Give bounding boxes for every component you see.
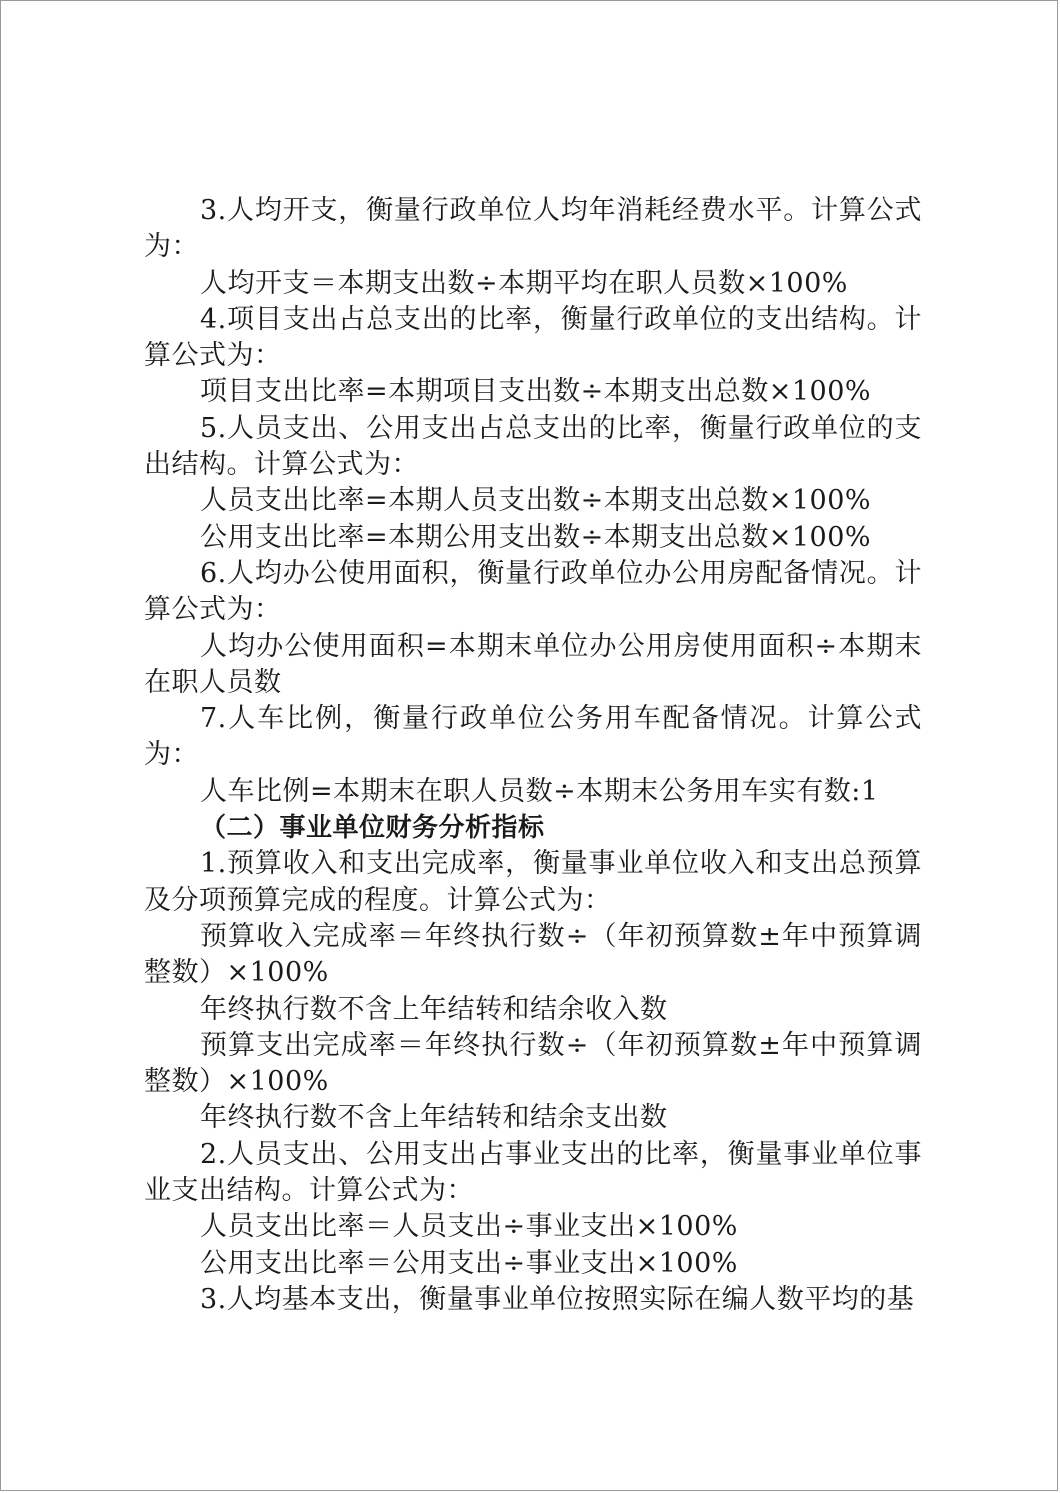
paragraph-formula: 人车比例=本期末在职人员数÷本期末公务用车实有数:1: [200, 775, 879, 807]
paragraph-formula: 年终执行数不含上年结转和结余支出数: [200, 1102, 668, 1134]
paragraph-item: 4.项目支出占总支出的比率，衡量行政单位的支出结构。计算公式为：: [144, 303, 922, 372]
paragraph-item: 7.人车比例，衡量行政单位公务用车配备情况。计算公式为：: [144, 703, 922, 771]
paragraph-item: 3.人均基本支出，衡量事业单位按照实际在编人数平均的基: [200, 1283, 915, 1315]
paragraph-item: 5.人员支出、公用支出占总支出的比率，衡量行政单位的支出结构。计算公式为：: [144, 412, 922, 481]
document-body: [144, 193, 922, 1318]
paragraph-item: 1.预算收入和支出完成率，衡量事业单位收入和支出总预算及分项预算完成的程度。计算公式为：: [144, 848, 922, 916]
paragraph-formula: 人员支出比率＝人员支出÷事业支出×100%: [200, 1211, 738, 1243]
paragraph-formula: 人均开支＝本期支出数÷本期平均在职人员数×100%: [200, 267, 848, 299]
paragraph-item: 3.人均开支，衡量行政单位人均年消耗经费水平。计算公式为：: [144, 195, 922, 263]
paragraph-formula: 人均办公使用面积=本期末单位办公用房使用面积÷本期末在职人员数: [144, 630, 922, 698]
paragraph-formula: 项目支出比率=本期项目支出数÷本期支出总数×100%: [200, 376, 872, 408]
paragraph-formula: 公用支出比率=本期公用支出数÷本期支出总数×100%: [200, 521, 872, 553]
paragraph-formula: 年终执行数不含上年结转和结余收入数: [200, 993, 668, 1025]
paragraph-formula: 预算收入完成率＝年终执行数÷（年初预算数±年中预算调整数）×100%: [144, 920, 922, 989]
paragraph-item: 6.人均办公使用面积，衡量行政单位办公用房配备情况。计算公式为：: [144, 557, 922, 626]
paragraph-formula: 预算支出完成率＝年终执行数÷（年初预算数±年中预算调整数）×100%: [144, 1029, 922, 1098]
paragraph-formula: 公用支出比率＝公用支出÷事业支出×100%: [200, 1247, 738, 1279]
paragraph-item: 2.人员支出、公用支出占事业支出的比率，衡量事业单位事业支出结构。计算公式为：: [144, 1138, 922, 1207]
paragraph-formula: 人员支出比率=本期人员支出数÷本期支出总数×100%: [200, 485, 872, 517]
section-heading: （二）事业单位财务分析指标: [200, 813, 545, 844]
